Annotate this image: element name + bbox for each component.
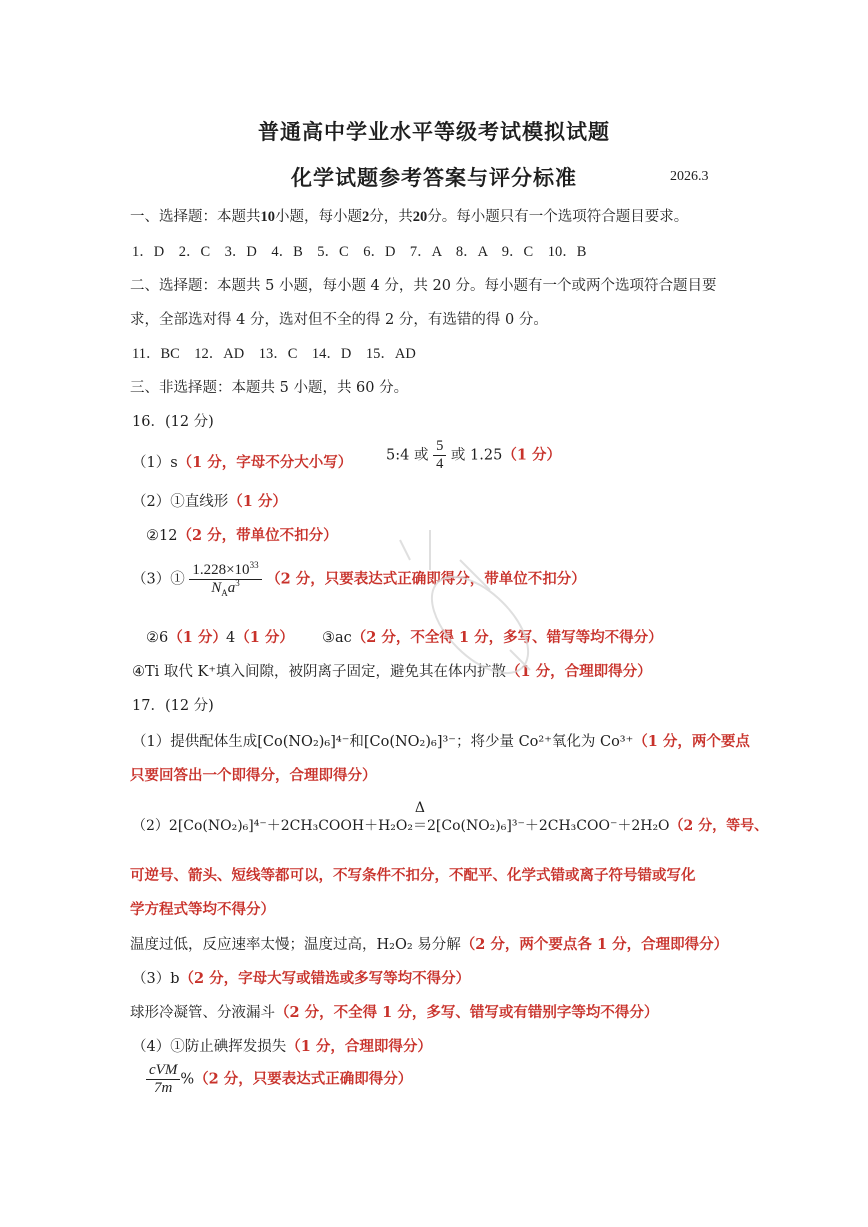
section-1-answers: 1．D 2．C 3．D 4．B 5．C 6．D 7．A 8．A 9．C 10．B bbox=[132, 244, 587, 260]
q17-part2-note-line2: 可逆号、箭头、短线等都可以，不写条件不扣分，不配平、化学式错或离子符号错或写化 bbox=[130, 867, 696, 884]
q17-part3b: 球形冷凝管、分液漏斗（2 分，不全得 1 分，多写、错写或有错别字等均不得分） bbox=[130, 1004, 659, 1021]
section-2-answers: 11．BC 12．AD 13．C 14．D 15．AD bbox=[132, 346, 416, 362]
q17-part2b: 温度过低，反应速率太慢；温度过高，H₂O₂ 易分解（2 分，两个要点各 1 分，合理即得分） bbox=[130, 936, 729, 953]
q16-part2a: （2）①直线形（1 分） bbox=[132, 493, 287, 510]
section-1-heading: 一、选择题：本题共10小题，每小题2分，共20分。每小题只有一个选项符合题目要求。 bbox=[130, 209, 689, 225]
q17-part1-line1: （1）提供配体生成[Co(NO₂)₆]⁴⁻和[Co(NO₂)₆]³⁻；将少量 Co²⁺氧化为 Co³⁺（1 分，两个要点 bbox=[132, 733, 750, 750]
q17-part2-note-line3: 学方程式等均不得分） bbox=[130, 901, 275, 918]
q17-part1-line2: 只要回答出一个即得分，合理即得分） bbox=[130, 767, 377, 784]
q17-part4a: （4）①防止碘挥发损失（1 分，合理即得分） bbox=[132, 1038, 432, 1055]
q16-part1a: （1）s（1 分，字母不分大小写） bbox=[132, 454, 353, 471]
q17-part2-equation: （2）2[Co(NO₂)₆]⁴⁻＋2CH₃COOH＋H₂O₂ Δ ＝2[Co(NO₂)₆]³⁻＋2CH₃COO⁻＋2H₂O（2 分，等号、 bbox=[132, 800, 769, 834]
page-subtitle: 化学试题参考答案与评分标准 bbox=[291, 165, 577, 190]
q17-part3a: （3）b（2 分，字母大写或错选或多写等均不得分） bbox=[132, 970, 471, 987]
heating-equals-sign: Δ ＝ bbox=[412, 800, 427, 834]
q16-part3c: 4（1 分） bbox=[226, 629, 294, 646]
section-2-heading-line1: 二、选择题：本题共 5 小题，每小题 4 分，共 20 分。每小题有一个或两个选项符合题目要 bbox=[130, 278, 717, 294]
q16-part3d: ③ac（2 分，不全得 1 分，多写、错写等均不得分） bbox=[322, 629, 663, 646]
q16-part3a: （3）① $\frac{1.228\times 10^{33}}{N_Aa^3}$ （2 分，只要表达式正确即得分，带单位不扣分） bbox=[132, 560, 586, 598]
purity-expression: $\frac{\text{cVM}}{7m}$ bbox=[146, 1062, 180, 1097]
page-title: 普通高中学业水平等级考试模拟试题 bbox=[258, 119, 610, 144]
q16-part3b: ②6（1 分） bbox=[146, 629, 227, 646]
q17-heading: 17．(12 分) bbox=[132, 698, 214, 714]
fraction-5-4: $\frac{5}{4}$ bbox=[433, 438, 446, 473]
exam-date: 2026.3 bbox=[670, 169, 709, 184]
q16-part2b: ②12（2 分，带单位不扣分） bbox=[146, 527, 338, 544]
q16-part1b: 5:4 或 $\frac{5}{4}$ 或 1.25（1 分） bbox=[386, 438, 561, 472]
density-expression: $\frac{1.228\times 10^{33}}{N_Aa^3}$ bbox=[189, 562, 261, 597]
section-3-heading: 三、非选择题：本题共 5 小题，共 60 分。 bbox=[130, 380, 409, 396]
q16-heading: 16．(12 分) bbox=[132, 414, 214, 430]
section-2-heading-line2: 求，全部选对得 4 分，选对但不全的得 2 分，有选错的得 0 分。 bbox=[130, 312, 548, 328]
q16-part4: ④Ti 取代 K⁺填入间隙，被阴离子固定，避免其在体内扩散（1 分，合理即得分） bbox=[132, 663, 652, 680]
q17-part4b: $\frac{\text{cVM}}{7m}$ %（2 分，只要表达式正确即得分） bbox=[146, 1062, 412, 1097]
watermark bbox=[280, 410, 580, 730]
